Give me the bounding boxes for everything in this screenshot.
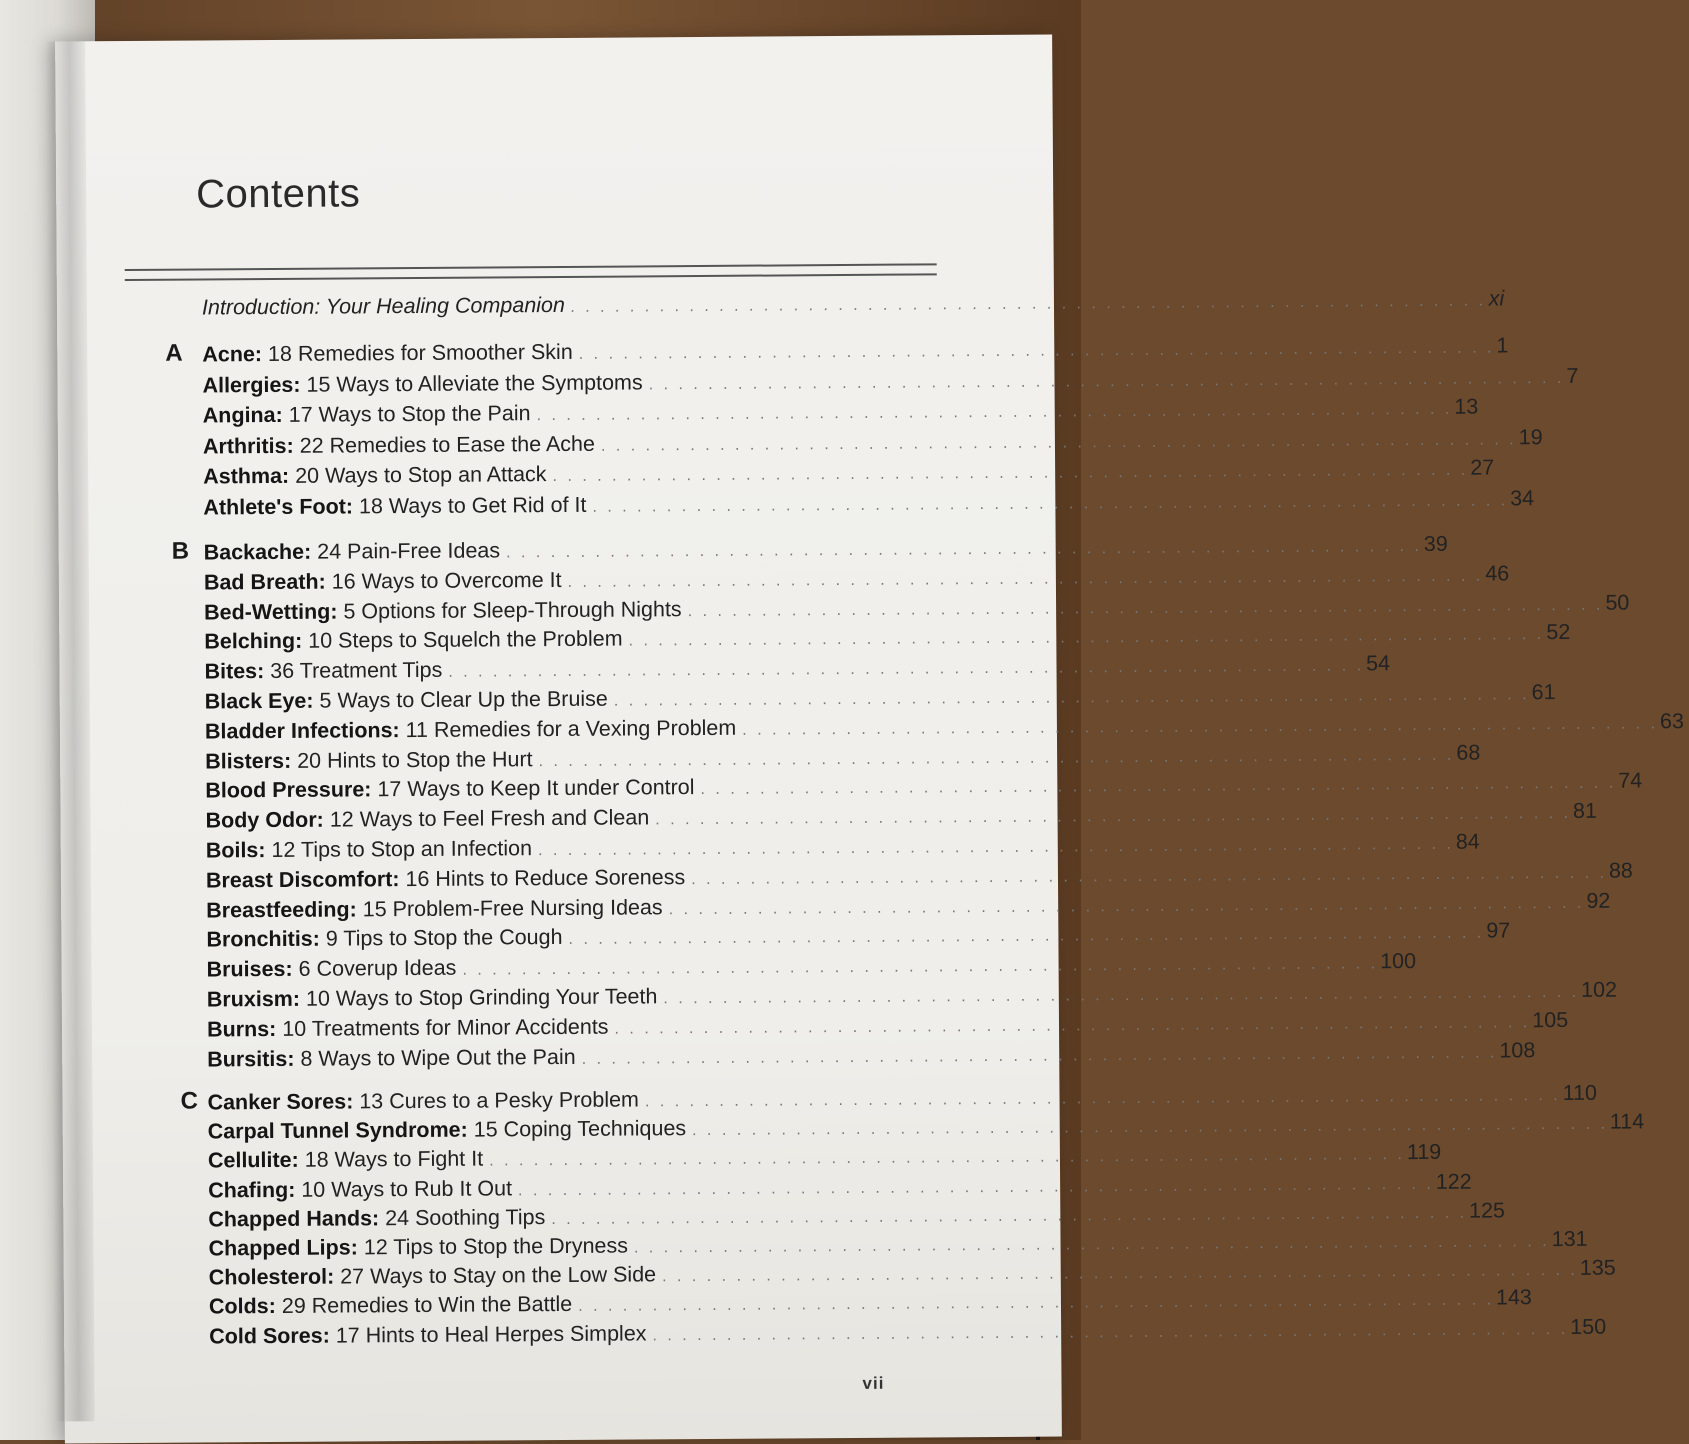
entry-term: Asthma: bbox=[203, 463, 290, 489]
entry-page-number: 125 bbox=[1468, 1198, 1506, 1223]
toc-entry bbox=[207, 1139, 1442, 1177]
dot-leader: . . . . . . . . . . . . . . . . . . . . . . . . . . . . . . . . . . . . . . . . . . . . . . . . . . . . . . . . . . . . . . bbox=[687, 596, 1604, 621]
section-letter: A bbox=[165, 339, 183, 367]
toc-entry bbox=[202, 394, 1479, 432]
entry-title bbox=[204, 538, 501, 565]
entry-title bbox=[208, 1116, 687, 1144]
entry-description: 8 Ways to Wipe Out the Pain bbox=[294, 1044, 576, 1071]
dot-leader: . . . . . . . . . . . . . . . . . . . . . . . . . . . . . . . . . . . . . . . . . . . . . . . . . . . . . . . . . . . . . . bbox=[489, 1146, 1405, 1170]
entry-title bbox=[209, 1292, 572, 1320]
page-number: vii bbox=[862, 1373, 885, 1393]
dot-leader: . . . . . . . . . . . . . . . . . . . . . . . . . . . . . . . . . . . . . . . . . . . . . . . . . . . . . . . . . . . . . . bbox=[581, 1044, 1498, 1068]
dot-leader: . . . . . . . . . . . . . . . . . . . . . . . . . . . . . . . . . . . . . . . . . . . . . . . . . . . . . . . . . . . . . . bbox=[691, 864, 1607, 889]
toc-entry bbox=[208, 1255, 1616, 1294]
section-letter: C bbox=[180, 1087, 198, 1115]
entry-term: Angina: bbox=[202, 402, 283, 428]
entry-description: 12 Tips to Stop the Dryness bbox=[357, 1233, 629, 1260]
entry-term: Acne: bbox=[202, 342, 263, 367]
entry-description: 22 Remedies to Ease the Ache bbox=[293, 431, 596, 458]
toc-intro-entry bbox=[201, 286, 1505, 324]
entry-page-number: 92 bbox=[1586, 888, 1611, 913]
toc-entry bbox=[205, 798, 1598, 837]
dot-leader: . . . . . . . . . . . . . . . . . . . . . . . . . . . . . . . . . . . . . . . . . . . . . . . . . . . . . . . . . . . . . . bbox=[613, 686, 1530, 710]
toc-entry bbox=[207, 1080, 1598, 1119]
entry-title bbox=[203, 493, 586, 521]
entry-page-number: 84 bbox=[1455, 829, 1480, 854]
entry-term: Bronchitis: bbox=[206, 926, 320, 952]
dot-leader: . . . . . . . . . . . . . . . . . . . . . . . . . . . . . . . . . . . . . . . . . . . . . . . . . . . . . . . . . . . . . . bbox=[462, 955, 1379, 979]
entry-description: 18 Ways to Get Rid of It bbox=[352, 492, 587, 519]
toc-entry bbox=[203, 486, 1535, 524]
entry-description: 20 Ways to Stop an Attack bbox=[289, 462, 547, 488]
entry-title bbox=[205, 716, 736, 745]
entry-title bbox=[208, 1176, 512, 1203]
entry-term: Burns: bbox=[206, 1016, 277, 1042]
entry-term: Bursitis: bbox=[207, 1046, 295, 1072]
toc-entry bbox=[209, 1314, 1607, 1353]
entry-title bbox=[209, 1321, 646, 1349]
entry-term: Chapped Lips: bbox=[208, 1235, 358, 1261]
entry-term: Blood Pressure: bbox=[205, 777, 372, 803]
entry-term: Boils: bbox=[205, 838, 266, 863]
dot-leader: . . . . . . . . . . . . . . . . . . . . . . . . . . . . . . . . . . . . . . . . . . . . . . . . . . . . . . . . . . . . . . bbox=[663, 983, 1580, 1008]
entry-title bbox=[206, 865, 685, 893]
dot-leader: . . . . . . . . . . . . . . . . . . . . . . . . . . . . . . . . . . . . . . . . . . . . . . . . . . . . . . . . . . . . . . bbox=[551, 1204, 1468, 1229]
entry-description: 17 Hints to Heal Herpes Simplex bbox=[329, 1321, 647, 1348]
entry-description: 10 Ways to Rub It Out bbox=[295, 1176, 513, 1202]
dot-leader: . . . . . . . . . . . . . . . . . . . . . . . . . . . . . . . . . . . . . . . . . . . . . . . . . . . . . . . . . . . . . . bbox=[662, 1261, 1578, 1286]
toc-entry bbox=[205, 768, 1643, 807]
toc-entry bbox=[205, 858, 1633, 897]
entry-title bbox=[203, 462, 547, 489]
entry-title bbox=[207, 1087, 639, 1115]
entry-title bbox=[207, 1015, 609, 1043]
entry-description: 10 Steps to Squelch the Problem bbox=[302, 626, 623, 653]
toc-entry bbox=[204, 590, 1630, 629]
entry-title bbox=[205, 775, 694, 803]
entry-term: Bed-Wetting: bbox=[204, 599, 338, 625]
entry-description: 11 Remedies for a Vexing Problem bbox=[399, 715, 737, 743]
entry-page-number: 88 bbox=[1608, 858, 1633, 883]
entry-description: 24 Soothing Tips bbox=[379, 1205, 546, 1231]
entry-page-number: 105 bbox=[1532, 1007, 1569, 1033]
entry-title bbox=[204, 597, 682, 625]
entry-title bbox=[202, 370, 642, 398]
entry-page-number: 119 bbox=[1406, 1139, 1442, 1165]
entry-term: Belching: bbox=[204, 628, 303, 654]
entry-description: 36 Treatment Tips bbox=[264, 657, 443, 684]
entry-title bbox=[208, 1205, 545, 1232]
entry-page-number: 122 bbox=[1435, 1169, 1472, 1194]
dot-leader: . . . . . . . . . . . . . . . . . . . . . . . . . . . . . . . . . . . . . . . . . . . . . . . . . . . . . . . . . . . . . . bbox=[448, 657, 1365, 681]
dot-leader: . . . . . . . . . . . . . . . . . . . . . . . . . . . . . . . . . . . . . . . . . . . . . . . . . . . . . . . . . . . . . . bbox=[552, 461, 1469, 486]
entry-page-number: 97 bbox=[1486, 918, 1511, 943]
entry-term: Breastfeeding: bbox=[206, 897, 357, 923]
dot-leader: . . . . . . . . . . . . . . . . . . . . . . . . . . . . . . . . . . . . . . . . . . . . . . . . . . . . . . . . . . . . . . bbox=[570, 292, 1487, 316]
entry-description: 18 Ways to Fight It bbox=[298, 1146, 484, 1172]
entry-title bbox=[207, 956, 457, 983]
toc-entry bbox=[202, 333, 1509, 371]
entry-page-number: 54 bbox=[1365, 651, 1391, 676]
page-title: Contents bbox=[196, 171, 361, 217]
entry-term: Backache: bbox=[203, 539, 312, 565]
entry-description: 12 Ways to Feel Fresh and Clean bbox=[323, 805, 650, 832]
entry-page-number: 19 bbox=[1518, 425, 1543, 450]
entry-page-number: 39 bbox=[1423, 531, 1448, 556]
toc-entry bbox=[202, 363, 1579, 402]
entry-title bbox=[206, 925, 562, 952]
toc-entry bbox=[204, 651, 1391, 688]
dot-leader: . . . . . . . . . . . . . . . . . . . . . . . . . . . . . . . . . . . . . . . . . . . . . . . . . . . . . . . . . . . . . . bbox=[538, 746, 1455, 771]
entry-term: Cholesterol: bbox=[208, 1264, 335, 1290]
entry-description: 6 Coverup Ideas bbox=[292, 955, 457, 981]
toc-entry bbox=[204, 709, 1685, 748]
toc-entry bbox=[203, 561, 1510, 599]
entry-page-number: 135 bbox=[1579, 1255, 1616, 1280]
dot-leader: . . . . . . . . . . . . . . . . . . . . . . . . . . . . . . . . . . . . . . . . . . . . . . . . . . . . . . . . . . . . . . bbox=[700, 774, 1617, 799]
entry-term: Cold Sores: bbox=[209, 1323, 330, 1349]
dot-leader: . . . . . . . . . . . . . . . . . . . . . . . . . . . . . . . . . . . . . . . . . . . . . . . . . . . . . . . . . . . . . . bbox=[614, 1014, 1531, 1038]
toc-entry bbox=[206, 949, 1417, 986]
entry-term: Bruises: bbox=[206, 956, 293, 982]
toc-entry bbox=[203, 531, 1448, 569]
entry-page-number: 27 bbox=[1470, 455, 1495, 480]
dot-leader: . . . . . . . . . . . . . . . . . . . . . . . . . . . . . . . . . . . . . . . . . . . . . . . . . . . . . . . . . . . . . . bbox=[538, 835, 1454, 860]
entry-title bbox=[204, 658, 442, 685]
entry-page-number: 74 bbox=[1618, 768, 1643, 793]
entry-description: 9 Tips to Stop the Cough bbox=[319, 924, 563, 951]
toc-entry bbox=[206, 888, 1611, 927]
entry-term: Chapped Hands: bbox=[208, 1206, 380, 1232]
dot-leader: . . . . . . . . . . . . . . . . . . . . . . . . . . . . . . . . . . . . . . . . . . . . . . . . . . . . . . . . . . . . . . bbox=[692, 1115, 1608, 1140]
toc-entry bbox=[208, 1169, 1472, 1207]
entry-page-number: 63 bbox=[1659, 709, 1685, 734]
entry-page-number: 1 bbox=[1496, 333, 1509, 358]
toc-entry bbox=[206, 1007, 1569, 1046]
entry-term: Bladder Infections: bbox=[204, 718, 400, 744]
entry-page-number: 102 bbox=[1581, 977, 1618, 1002]
dot-leader: . . . . . . . . . . . . . . . . . . . . . . . . . . . . . . . . . . . . . . . . . . . . . . . . . . . . . . . . . . . . . . bbox=[506, 537, 1422, 562]
dot-leader: . . . . . . . . . . . . . . . . . . . . . . . . . . . . . . . . . . . . . . . . . . . . . . . . . . . . . . . . . . . . . . bbox=[628, 626, 1545, 650]
entry-description: 12 Tips to Stop an Infection bbox=[265, 836, 533, 863]
entry-title bbox=[202, 340, 573, 368]
entry-description: 15 Ways to Alleviate the Symptoms bbox=[300, 370, 643, 397]
entry-description: 5 Ways to Clear Up the Bruise bbox=[313, 686, 608, 713]
entry-term: Bites: bbox=[204, 659, 265, 684]
toc-entry bbox=[208, 1226, 1588, 1265]
entry-page-number: 13 bbox=[1454, 394, 1479, 419]
entry-description: 27 Ways to Stay on the Low Side bbox=[334, 1262, 657, 1289]
entry-page-number: 108 bbox=[1499, 1038, 1536, 1063]
entry-description: 10 Treatments for Minor Accidents bbox=[276, 1014, 609, 1041]
entry-title bbox=[206, 836, 532, 863]
toc-entry bbox=[202, 425, 1543, 463]
entry-title bbox=[207, 1045, 576, 1073]
toc-entry bbox=[203, 455, 1495, 493]
toc-entry bbox=[204, 680, 1556, 718]
section-letter: B bbox=[171, 537, 190, 565]
entry-title bbox=[207, 984, 658, 1012]
entry-term: Colds: bbox=[208, 1293, 276, 1319]
entry-term: Athlete's Foot: bbox=[203, 494, 354, 520]
entry-term: Arthritis: bbox=[202, 433, 294, 459]
entry-title bbox=[204, 627, 622, 655]
entry-title bbox=[205, 805, 649, 833]
entry-term: Bruxism: bbox=[206, 986, 301, 1012]
entry-page-number: 61 bbox=[1531, 680, 1556, 705]
entry-title bbox=[208, 1147, 483, 1174]
toc-entry bbox=[208, 1198, 1506, 1236]
entry-term: Allergies: bbox=[202, 372, 301, 398]
dot-leader: . . . . . . . . . . . . . . . . . . . . . . . . . . . . . . . . . . . . . . . . . . . . . . . . . . . . . . . . . . . . . . bbox=[578, 1291, 1495, 1315]
entry-term: Bad Breath: bbox=[203, 569, 326, 595]
dot-leader: . . . . . . . . . . . . . . . . . . . . . . . . . . . . . . . . . . . . . . . . . . . . . . . . . . . . . . . . . . . . . . bbox=[652, 1320, 1569, 1345]
entry-page-number: 52 bbox=[1546, 619, 1571, 645]
entry-page-number: 110 bbox=[1562, 1080, 1598, 1105]
entry-page-number: 68 bbox=[1456, 740, 1481, 765]
entry-term: Chafing: bbox=[208, 1177, 296, 1203]
toc-entry bbox=[207, 1038, 1536, 1076]
entry-description: 24 Pain-Free Ideas bbox=[311, 538, 501, 564]
entry-page-number: 46 bbox=[1485, 561, 1510, 586]
dot-leader: . . . . . . . . . . . . . . . . . . . . . . . . . . . . . . . . . . . . . . . . . . . . . . . . . . . . . . . . . . . . . . bbox=[644, 1087, 1561, 1111]
toc-entry bbox=[207, 1109, 1645, 1148]
entry-title bbox=[203, 432, 595, 460]
table-of-contents bbox=[55, 35, 1685, 1444]
toc-entry bbox=[204, 619, 1571, 658]
dot-leader: . . . . . . . . . . . . . . . . . . . . . . . . . . . . . . . . . . . . . . . . . . . . . . . . . . . . . . . . . . . . . . bbox=[633, 1233, 1550, 1257]
entry-description: 16 Ways to Overcome It bbox=[325, 567, 562, 594]
toc-entry bbox=[205, 829, 1480, 867]
entry-term: Blisters: bbox=[205, 748, 292, 774]
entry-page-number: 34 bbox=[1510, 486, 1535, 511]
entry-term: Cellulite: bbox=[207, 1147, 299, 1173]
dot-leader: . . . . . . . . . . . . . . . . . . . . . . . . . . . . . . . . . . . . . . . . . . . . . . . . . . . . . . . . . . . . . . bbox=[567, 567, 1484, 591]
dot-leader: . . . . . . . . . . . . . . . . . . . . . . . . . . . . . . . . . . . . . . . . . . . . . . . . . . . . . . . . . . . . . . bbox=[578, 339, 1495, 363]
dot-leader: . . . . . . . . . . . . . . . . . . . . . . . . . . . . . . . . . . . . . . . . . . . . . . . . . . . . . . . . . . . . . . bbox=[568, 924, 1485, 948]
entry-description: 16 Hints to Reduce Soreness bbox=[399, 865, 686, 892]
entry-page-number: 114 bbox=[1609, 1109, 1645, 1134]
entry-description: 15 Problem-Free Nursing Ideas bbox=[356, 895, 663, 922]
entry-description: 5 Options for Sleep-Through Nights bbox=[337, 597, 682, 624]
entry-title bbox=[204, 568, 562, 595]
entry-term: Breast Discomfort: bbox=[205, 867, 400, 893]
dot-leader: . . . . . . . . . . . . . . . . . . . . . . . . . . . . . . . . . . . . . . . . . . . . . . . . . . . . . . . . . . . . . . bbox=[592, 492, 1509, 516]
entry-page-number: xi bbox=[1488, 286, 1505, 311]
entry-description: 17 Ways to Stop the Pain bbox=[282, 401, 531, 427]
dot-leader: . . . . . . . . . . . . . . . . . . . . . . . . . . . . . . . . . . . . . . . . . . . . . . . . . . . . . . . . . . . . . . bbox=[648, 369, 1565, 394]
entry-description: 15 Coping Techniques bbox=[467, 1116, 687, 1142]
dot-leader: . . . . . . . . . . . . . . . . . . . . . . . . . . . . . . . . . . . . . . . . . . . . . . . . . . . . . . . . . . . . . . bbox=[742, 715, 1659, 739]
entry-title bbox=[206, 895, 663, 923]
toc-entry bbox=[206, 918, 1511, 956]
entry-term: Carpal Tunnel Syndrome: bbox=[207, 1117, 468, 1144]
entry-page-number: 100 bbox=[1380, 949, 1417, 974]
entry-title bbox=[205, 687, 608, 715]
dot-leader: . . . . . . . . . . . . . . . . . . . . . . . . . . . . . . . . . . . . . . . . . . . . . . . . . . . . . . . . . . . . . . bbox=[668, 894, 1585, 919]
entry-description: 17 Ways to Keep It under Control bbox=[371, 775, 695, 802]
entry-description: 29 Remedies to Win the Battle bbox=[275, 1291, 573, 1318]
entry-description: 13 Cures to a Pesky Problem bbox=[353, 1087, 640, 1114]
entry-title bbox=[208, 1234, 628, 1262]
toc-entry bbox=[208, 1285, 1532, 1323]
dot-leader: . . . . . . . . . . . . . . . . . . . . . . . . . . . . . . . . . . . . . . . . . . . . . . . . . . . . . . . . . . . . . . bbox=[536, 400, 1453, 425]
toc-entry bbox=[206, 977, 1618, 1016]
entry-page-number: 50 bbox=[1605, 590, 1630, 615]
dot-leader: . . . . . . . . . . . . . . . . . . . . . . . . . . . . . . . . . . . . . . . . . . . . . . . . . . . . . . . . . . . . . . bbox=[600, 431, 1517, 455]
entry-description: 10 Ways to Stop Grinding Your Teeth bbox=[299, 984, 658, 1011]
book-page bbox=[55, 35, 1685, 1444]
entry-title bbox=[209, 1262, 656, 1290]
entry-page-number: 150 bbox=[1570, 1314, 1607, 1339]
entry-title bbox=[205, 747, 533, 774]
entry-term: Body Odor: bbox=[205, 807, 324, 833]
entry-title: Introduction: Your Healing Companion bbox=[201, 292, 566, 320]
entry-term: Canker Sores: bbox=[207, 1089, 354, 1115]
entry-description: 18 Remedies for Smoother Skin bbox=[261, 339, 573, 367]
entry-page-number: 81 bbox=[1572, 798, 1598, 823]
entry-page-number: 131 bbox=[1551, 1226, 1588, 1252]
entry-page-number: 143 bbox=[1495, 1285, 1532, 1310]
entry-page-number: 7 bbox=[1566, 363, 1579, 388]
dot-leader: . . . . . . . . . . . . . . . . . . . . . . . . . . . . . . . . . . . . . . . . . . . . . . . . . . . . . . . . . . . . . . bbox=[517, 1175, 1434, 1200]
dot-leader: . . . . . . . . . . . . . . . . . . . . . . . . . . . . . . . . . . . . . . . . . . . . . . . . . . . . . . . . . . . . . . bbox=[655, 804, 1572, 829]
toc-entry bbox=[205, 740, 1481, 778]
entry-title bbox=[203, 401, 531, 428]
entry-term: Black Eye: bbox=[204, 688, 314, 714]
entry-description: 20 Hints to Stop the Hurt bbox=[291, 747, 533, 773]
